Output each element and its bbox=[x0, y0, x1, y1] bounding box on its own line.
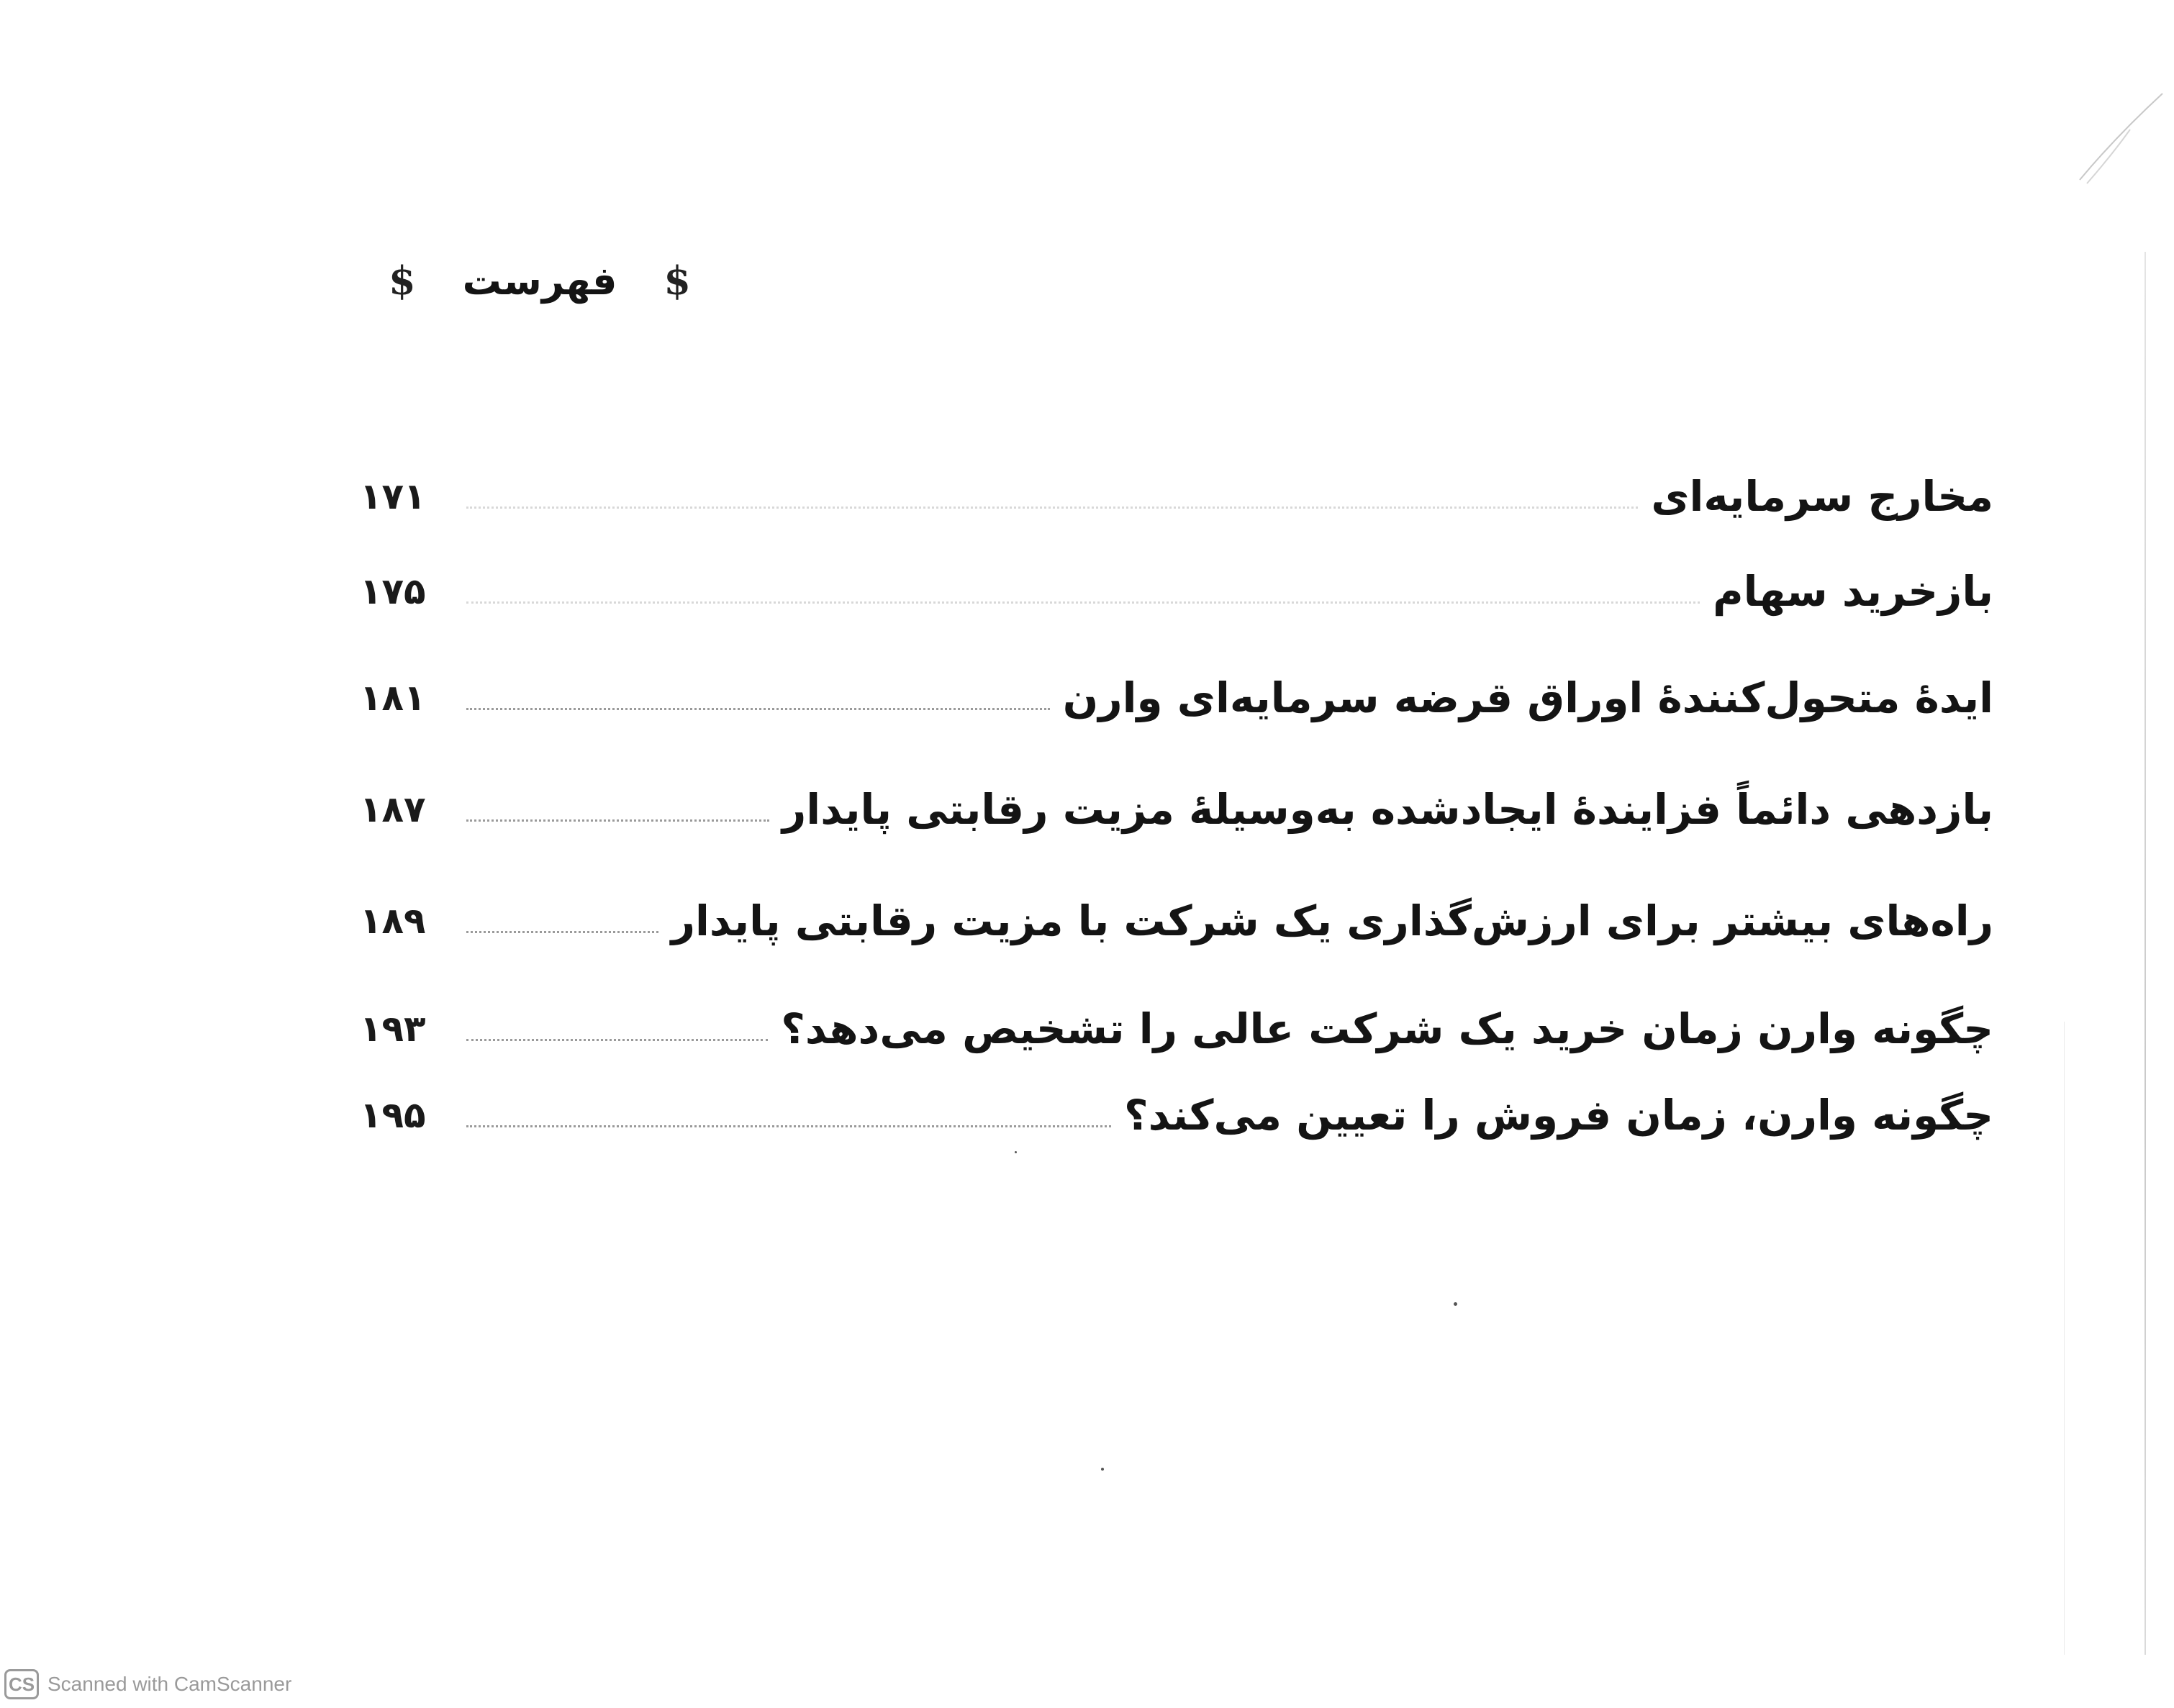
toc-entry-title: چگونه وارن، زمان فروش را تعیین می‌کند؟ bbox=[1123, 1091, 1993, 1140]
page-edge-shadow bbox=[2144, 252, 2146, 1655]
toc-page-number: ۱۷۵ bbox=[360, 571, 426, 612]
page-corner-curl bbox=[2073, 86, 2166, 187]
scan-speck bbox=[1015, 1151, 1017, 1153]
toc-leader-dots bbox=[466, 1125, 1111, 1127]
toc-leader-dots bbox=[466, 601, 1700, 604]
camscanner-watermark bbox=[4, 1668, 291, 1701]
watermark-text: Scanned with CamScanner bbox=[47, 1673, 292, 1695]
toc-leader-dots bbox=[466, 708, 1050, 710]
toc-entry[interactable] bbox=[360, 662, 1993, 734]
toc-entry-title: راه‌های بیشتر برای ارزش‌گذاری یک شرکت با مزیت رقابتی پایدار bbox=[671, 896, 1993, 945]
toc-page-number: ۱۸۹ bbox=[360, 900, 426, 942]
toc-entry[interactable] bbox=[360, 1079, 1993, 1151]
toc-entry[interactable] bbox=[360, 555, 1993, 627]
dollar-symbol-left: $ bbox=[389, 258, 416, 304]
page-title: فهرست bbox=[462, 258, 617, 304]
toc-entry-title: بازدهی دائماً فزایندهٔ ایجادشده به‌وسیلهٔ مزیت رقابتی پایدار bbox=[782, 785, 1993, 834]
scan-speck bbox=[1454, 1302, 1457, 1306]
toc-page-number: ۱۹۳ bbox=[360, 1008, 426, 1050]
scan-speck bbox=[1101, 1468, 1104, 1471]
toc-leader-dots bbox=[466, 1039, 768, 1041]
toc-page-number: ۱۹۵ bbox=[360, 1094, 426, 1136]
toc-page-number: ۱۸۷ bbox=[360, 789, 426, 830]
toc-page-number: ۱۸۱ bbox=[360, 677, 426, 719]
toc-entry-title: ایدهٔ متحول‌کنندهٔ اوراق قرضه سرمایه‌ای وارن bbox=[1062, 673, 1993, 722]
toc-entry-title: مخارج سرمایه‌ای bbox=[1651, 472, 1993, 521]
dollar-symbol-right: $ bbox=[663, 258, 691, 304]
camscanner-logo-icon: CS bbox=[4, 1669, 39, 1699]
toc-leader-dots bbox=[466, 507, 1638, 509]
toc-entry-title: بازخرید سهام bbox=[1713, 567, 1993, 616]
toc-leader-dots bbox=[466, 931, 658, 933]
toc-entry[interactable] bbox=[360, 460, 1993, 532]
toc-entry[interactable] bbox=[360, 773, 1993, 845]
table-of-contents bbox=[360, 460, 1993, 1151]
toc-entry[interactable] bbox=[360, 993, 1993, 1065]
toc-entry-title: چگونه وارن زمان خرید یک شرکت عالی را تشخیص می‌دهد؟ bbox=[781, 1004, 1993, 1053]
toc-page-number: ۱۷۱ bbox=[360, 476, 426, 517]
toc-leader-dots bbox=[466, 819, 769, 822]
toc-entry[interactable] bbox=[360, 885, 1993, 957]
page-edge-line bbox=[2064, 1022, 2065, 1655]
page-header bbox=[389, 248, 691, 313]
